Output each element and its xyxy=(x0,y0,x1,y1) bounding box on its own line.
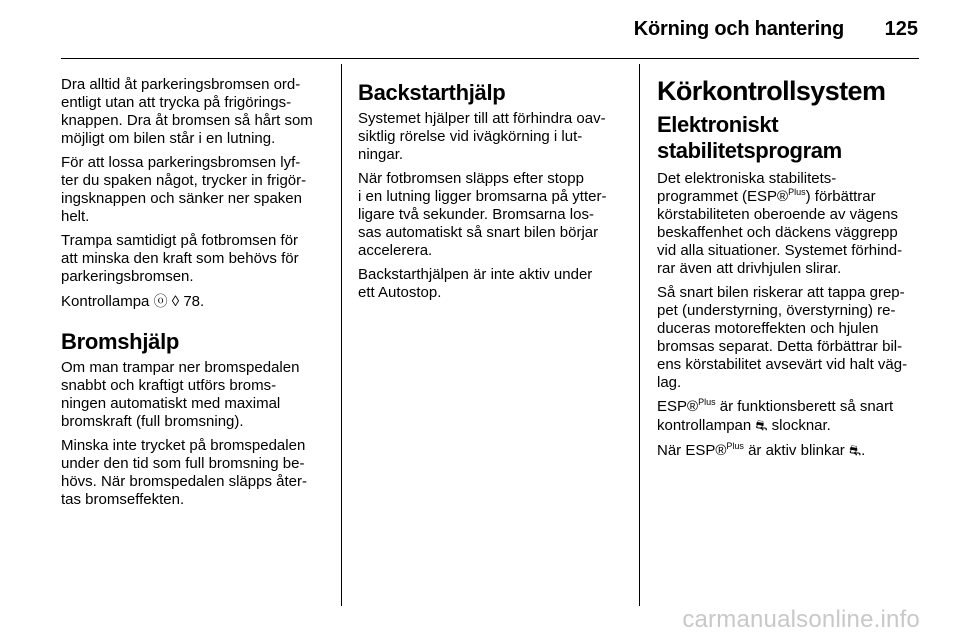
text-line: ingsknappen och sänker ner spaken xyxy=(61,190,302,207)
column-divider-1 xyxy=(341,64,342,606)
paragraph-brake-assist-1 xyxy=(61,359,327,431)
text-line: Så snart bilen riskerar att tappa grep- xyxy=(657,284,905,301)
brake-warning-lamp-icon: ⓞ xyxy=(153,293,168,309)
page-number: 125 xyxy=(884,18,918,40)
text-line: När fotbromsen släpps efter stopp xyxy=(358,170,584,187)
text-line: ligare två sekunder. Bromsarna los- xyxy=(358,206,594,223)
text-line: parkeringsbromsen. xyxy=(61,268,194,285)
text-line: pet (understyrning, överstyrning) re- xyxy=(657,302,896,319)
text-line: bromskraft (full bromsning). xyxy=(61,413,244,430)
text-line: accelerera. xyxy=(358,242,433,259)
column-1 xyxy=(61,76,327,515)
text-line: körstabiliteten oberoende av vägens xyxy=(657,206,898,223)
column-3 xyxy=(657,76,921,466)
text-line: Om man trampar ner bromspedalen xyxy=(61,359,300,376)
text-fragment: Kontrollampa xyxy=(61,293,154,310)
heading-electronic-stability-program: Elektroniskt stabilitetsprogram xyxy=(657,112,842,163)
paragraph-hill-start-1 xyxy=(358,110,622,164)
text-line: Backstarthjälpen är inte aktiv under xyxy=(358,266,593,283)
section-title: Körning och hantering xyxy=(633,18,844,40)
text-line: Dra alltid åt parkeringsbromsen ord- xyxy=(61,76,301,93)
text-line: vid alla situationer. Systemet förhind- xyxy=(657,242,903,259)
text-line: knappen. Dra åt bromsen så hårt som xyxy=(61,112,313,129)
heading-hill-start-assist: Backstarthjälp xyxy=(358,80,506,105)
text-line: ter du spaken något, trycker in frigör- xyxy=(61,172,307,189)
text-line: duceras motoreffekten och hjulen xyxy=(657,320,879,337)
page-header xyxy=(0,0,960,60)
text-line: ningen automatiskt med maximal xyxy=(61,395,281,412)
paragraph-parking-brake-release xyxy=(61,154,327,226)
text-line: siktlig rörelse vid ivägkörning i lut- xyxy=(358,128,583,145)
page-reference-arrow-icon: ◊ xyxy=(171,293,180,310)
text-line: beskaffenhet och däckens väggrepp xyxy=(657,224,898,241)
column-divider-2 xyxy=(639,64,640,606)
page-reference: 78. xyxy=(179,293,205,310)
column-2 xyxy=(358,76,622,308)
paragraph-esp-ready: ESP®$^{Plus}$ är funktionsberett så snart kontrollampan ⛐ slocknar. xyxy=(657,397,894,434)
paragraph-footbrake xyxy=(61,232,327,286)
text-line: Det elektroniska stabilitets- xyxy=(657,170,837,187)
text-line: bromsas separat. Detta förbättrar bil- xyxy=(657,338,903,355)
paragraph-parking-brake-apply xyxy=(61,76,327,148)
heading-brake-assist: Bromshjälp xyxy=(61,329,180,354)
text-line: ens körstabilitet avsevärt vid halt väg- xyxy=(657,356,908,373)
text-line: Trampa samtidigt på fotbromsen för xyxy=(61,232,299,249)
paragraph-esp-active: När ESP®$^{Plus}$ är aktiv blinkar ⛐. xyxy=(657,441,866,459)
header-divider xyxy=(61,58,919,59)
text-line: hövs. När bromspedalen släpps åter- xyxy=(61,473,307,490)
text-line: rar även att drivhjulen slirar. xyxy=(657,260,842,277)
heading-driving-control-systems: Körkontrollsystem xyxy=(657,76,886,106)
paragraph-brake-assist-2 xyxy=(61,437,327,509)
paragraph-control-lamp xyxy=(61,292,327,311)
text-line: Systemet hjälper till att förhindra oav- xyxy=(358,110,606,127)
text-line: att minska den kraft som behövs för xyxy=(61,250,299,267)
text-line: helt. xyxy=(61,208,90,225)
paragraph-esp-skid xyxy=(657,284,921,392)
text-line: sas automatiskt så snart bilen börjar xyxy=(358,224,599,241)
paragraph-hill-start-2 xyxy=(358,170,622,260)
watermark: carmanualsonline.info xyxy=(682,606,920,633)
text-line: entligt utan att trycka på frigörings- xyxy=(61,94,292,111)
text-line: tas bromseffekten. xyxy=(61,491,185,508)
text-line: möjligt om bilen står i en lutning. xyxy=(61,130,276,147)
text-line: under den tid som full bromsning be- xyxy=(61,455,305,472)
text-line: lag. xyxy=(657,374,682,391)
text-line: ningar. xyxy=(358,146,404,163)
text-line: snabbt och kraftigt utförs broms- xyxy=(61,377,277,394)
text-line: i en lutning ligger bromsarna på ytter- xyxy=(358,188,607,205)
paragraph-esp-intro: Det elektroniska stabilitets- programmet (ESP®$^{Plus}$) förbättrar körstabiliteten oberoende av vägens beskaffenhet och däckens väggrepp vid alla situationer. Systemet förhind- rar även att drivhjulen slirar. xyxy=(657,170,921,278)
esp-warning-lamp-icon: ⛐ xyxy=(848,442,862,458)
text-line: Minska inte trycket på bromspedalen xyxy=(61,437,306,454)
paragraph-hill-start-3 xyxy=(358,266,622,302)
esp-warning-lamp-icon: ⛐ xyxy=(755,417,768,433)
text-line: För att lossa parkeringsbromsen lyf- xyxy=(61,154,301,171)
text-line: ett Autostop. xyxy=(358,284,442,301)
